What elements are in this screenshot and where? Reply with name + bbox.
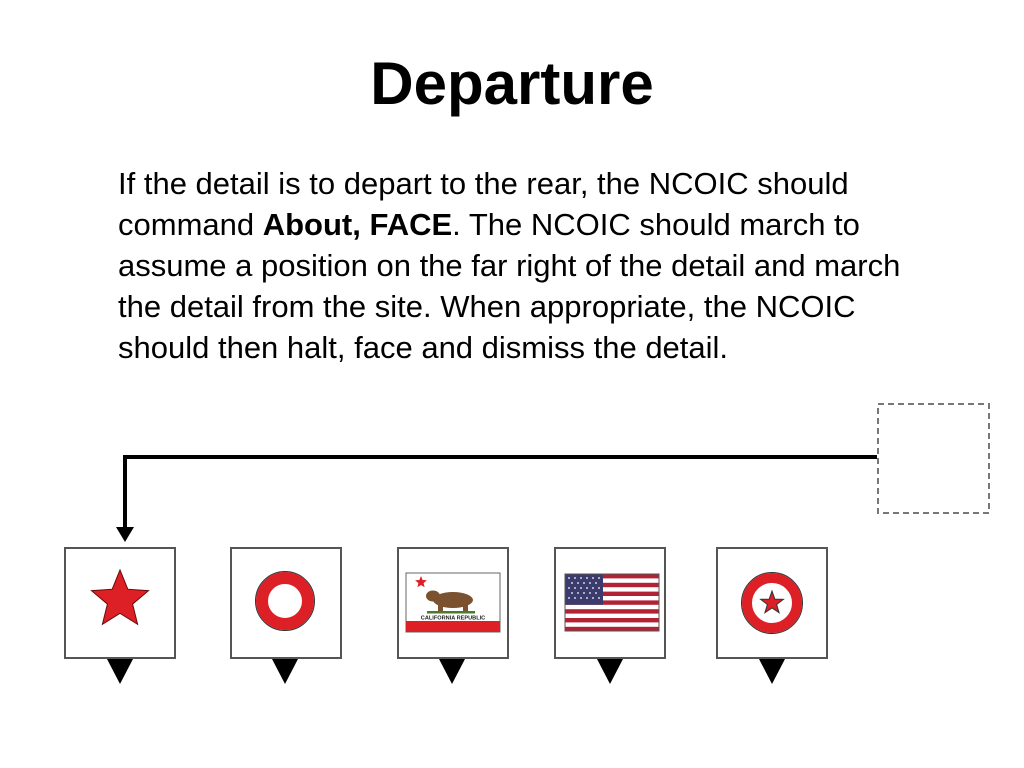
slide-title: Departure — [370, 50, 654, 117]
instruction-text-part1: If the detail is to depart to the rear, the NCOIC should command — [118, 166, 849, 242]
california-flag-icon — [406, 573, 500, 632]
instruction-text-part2: . The NCOIC should march to assume a position on the far right of the detail and march the detail from the site. When appropriate, the NCOIC should then halt, face and dismiss the detail. — [118, 207, 901, 365]
ncoic-original-position-box — [878, 404, 989, 513]
about-face-command: About, FACE — [262, 207, 453, 242]
facing-direction-marker — [597, 659, 623, 684]
california-flag-position — [398, 548, 508, 684]
star-in-circle-icon — [742, 573, 803, 634]
california-flag-caption: CALIFORNIA REPUBLIC — [420, 615, 486, 622]
facing-direction-marker — [439, 659, 465, 684]
position-box — [231, 548, 341, 658]
march-route-arrowhead — [116, 527, 134, 542]
march-route-line — [125, 457, 877, 534]
facing-direction-marker — [272, 659, 298, 684]
star-position — [65, 548, 175, 684]
star-in-circle-position — [717, 548, 827, 684]
us-flag-icon — [565, 574, 659, 631]
facing-direction-marker — [107, 659, 133, 684]
circle-position — [231, 548, 341, 684]
facing-direction-marker — [759, 659, 785, 684]
us-flag-position — [555, 548, 665, 684]
